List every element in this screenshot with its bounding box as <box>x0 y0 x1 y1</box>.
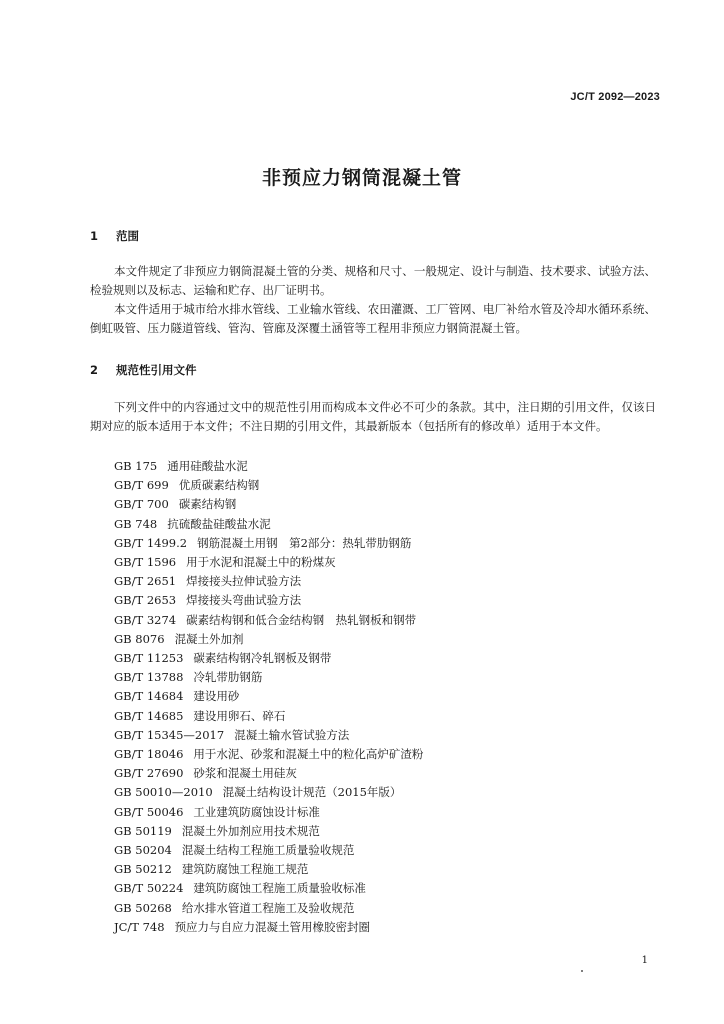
scope-paragraph-2: 本文件适用于城市给水排水管线、工业输水管线、农田灌溉、工厂管网、电厂补给水管及冷却水循环系统、倒虹吸管、压力隧道管线、管沟、管廊及深覆土涵管等工程用非预应力钢筒混凝土管。 <box>90 302 656 335</box>
reference-code: GB/T 27690 <box>114 766 184 781</box>
reference-code: GB/T 50224 <box>114 881 184 896</box>
reference-item <box>114 860 423 879</box>
reference-title: 给水排水管道工程施工及验收规范 <box>181 900 355 915</box>
reference-item <box>114 630 423 649</box>
scan-mark <box>581 970 583 972</box>
document-title: 非预应力钢筒混凝土管 <box>261 167 462 189</box>
reference-title: 混凝土外加剂应用技术规范 <box>181 823 320 838</box>
reference-title: 用于水泥、砂浆和混凝土中的粒化高炉矿渣粉 <box>193 747 424 762</box>
reference-code: GB 50212 <box>114 862 172 877</box>
reference-title: 用于水泥和混凝土中的粉煤灰 <box>186 555 336 570</box>
reference-code: GB/T 14685 <box>114 708 184 723</box>
reference-title: 通用硅酸盐水泥 <box>167 459 248 473</box>
reference-item <box>114 841 423 860</box>
reference-title: 碳素结构钢 <box>178 497 237 512</box>
reference-code: GB 748 <box>114 516 158 531</box>
reference-title: 冷轧带肋钢筋 <box>193 670 263 685</box>
reference-code: GB/T 15345—2017 <box>114 727 225 742</box>
reference-title: 优质碳素结构钢 <box>178 478 260 493</box>
reference-code: GB/T 18046 <box>114 747 184 762</box>
reference-title: 建筑防腐蚀工程施工质量验收标准 <box>193 881 366 896</box>
section-number: 1 <box>90 229 99 243</box>
reference-title: 工业建筑防腐蚀设计标准 <box>193 804 320 819</box>
reference-code: GB/T 14684 <box>114 689 184 704</box>
section-heading-normative-references <box>90 362 197 378</box>
reference-list <box>114 457 423 937</box>
reference-title: 混凝土结构工程施工质量验收规范 <box>181 843 355 858</box>
standard-code: JC/T 2092—2023 <box>570 91 660 103</box>
reference-item <box>114 803 423 822</box>
reference-item <box>114 822 423 841</box>
reference-code: GB/T 2653 <box>114 593 177 608</box>
reference-title: 碳素结构钢和低合金结构钢 热轧钢板和钢带 <box>186 612 417 627</box>
reference-code: GB/T 1499.2 <box>114 535 188 550</box>
reference-item <box>114 687 423 706</box>
reference-item <box>114 553 423 572</box>
reference-code: GB 175 <box>114 459 158 473</box>
reference-code: GB 50010—2010 <box>114 785 213 800</box>
reference-code: GB/T 699 <box>114 478 169 493</box>
reference-title: 建设用卵石、碎石 <box>193 708 286 723</box>
reference-code: GB 50204 <box>114 843 172 858</box>
reference-title: 焊接接头弯曲试验方法 <box>186 593 302 608</box>
section-heading-scope <box>90 228 139 244</box>
reference-item <box>114 572 423 591</box>
reference-item <box>114 764 423 783</box>
scope-paragraph-1: 本文件规定了非预应力钢筒混凝土管的分类、规格和尺寸、一般规定、设计与制造、技术要求、试验方法、检验规则以及标志、运输和贮存、出厂证明书。 <box>90 264 656 297</box>
reference-item <box>114 611 423 630</box>
reference-item <box>114 591 423 610</box>
reference-title: 建筑防腐蚀工程施工规范 <box>181 862 309 877</box>
reference-item <box>114 668 423 687</box>
reference-code: GB 50268 <box>114 900 172 915</box>
reference-title: 抗硫酸盐硅酸盐水泥 <box>167 516 271 531</box>
reference-item <box>114 457 423 476</box>
reference-title: 混凝土结构设计规范（2015年版） <box>222 785 402 800</box>
section-number: 2 <box>90 363 99 377</box>
reference-title: 钢筋混凝土用钢 第2部分：热轧带肋钢筋 <box>197 535 412 550</box>
section-title: 范围 <box>116 229 139 243</box>
reference-code: GB/T 3274 <box>114 612 177 627</box>
reference-code: GB/T 13788 <box>114 670 184 685</box>
reference-title: 混凝土外加剂 <box>174 631 244 646</box>
reference-item <box>114 707 423 726</box>
reference-title: 焊接接头拉伸试验方法 <box>186 574 302 589</box>
reference-item <box>114 879 423 898</box>
references-intro-paragraph: 下列文件中的内容通过文中的规范性引用而构成本文件必不可少的条款。其中，注日期的引用文件，仅该日期对应的版本适用于本文件；不注日期的引用文件，其最新版本（包括所有的修改单）适用于本文件。 <box>90 400 656 433</box>
reference-item <box>114 476 423 495</box>
reference-item <box>114 534 423 553</box>
reference-code: GB/T 2651 <box>114 574 177 589</box>
reference-code: GB 8076 <box>114 631 165 646</box>
reference-title: 砂浆和混凝土用硅灰 <box>193 766 297 781</box>
reference-code: GB/T 1596 <box>114 555 177 570</box>
page-number: 1 <box>641 955 648 966</box>
reference-item <box>114 745 423 764</box>
reference-code: GB/T 700 <box>114 497 169 512</box>
reference-item <box>114 515 423 534</box>
reference-item <box>114 899 423 918</box>
reference-item <box>114 783 423 802</box>
section-title: 规范性引用文件 <box>116 363 197 377</box>
reference-code: JC/T 748 <box>114 919 165 934</box>
reference-title: 建设用砂 <box>193 689 240 704</box>
reference-code: GB 50119 <box>114 823 172 838</box>
reference-title: 碳素结构钢冷轧钢板及钢带 <box>193 651 332 666</box>
reference-title: 混凝土输水管试验方法 <box>234 727 350 742</box>
reference-item <box>114 918 423 937</box>
reference-item <box>114 649 423 668</box>
reference-code: GB/T 50046 <box>114 804 184 819</box>
reference-item <box>114 495 423 514</box>
reference-item <box>114 726 423 745</box>
reference-title: 预应力与自应力混凝土管用橡胶密封圈 <box>174 919 371 934</box>
reference-code: GB/T 11253 <box>114 651 184 666</box>
